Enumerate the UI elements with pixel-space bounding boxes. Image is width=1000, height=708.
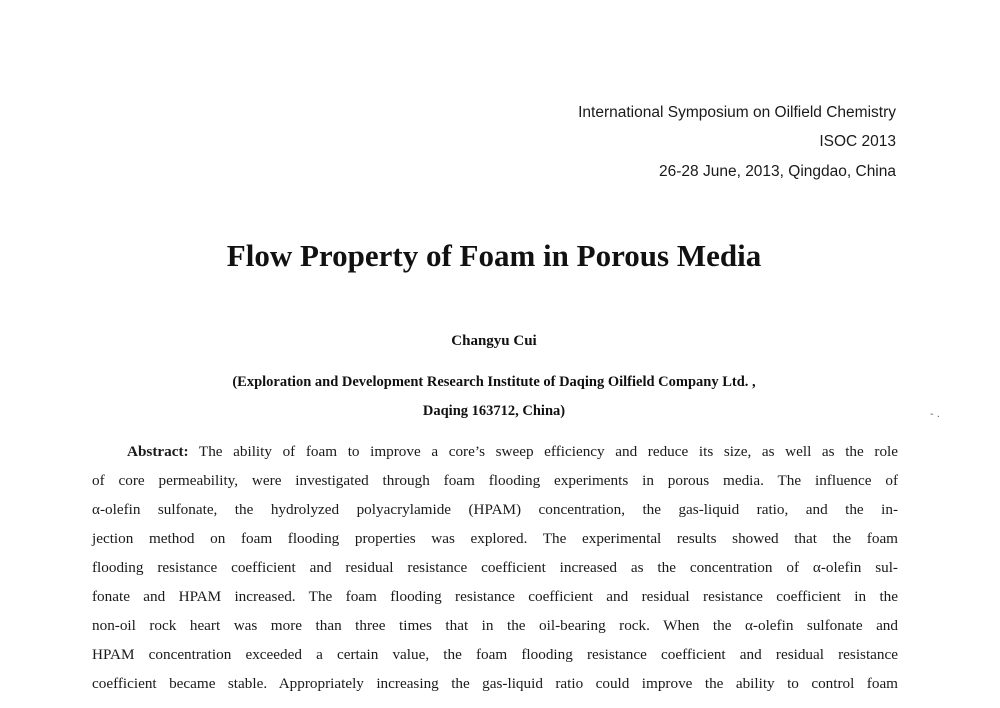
abstract-label: Abstract: <box>127 443 189 460</box>
abstract-line <box>127 442 898 462</box>
affiliation-line-1: (Exploration and Development Research Institute of Daqing Oilfield Company Ltd. , <box>232 374 756 390</box>
author-name: Changyu Cui <box>451 333 537 349</box>
conference-acronym: ISOC 2013 <box>819 133 896 150</box>
conference-date-location: 26-28 June, 2013, Qingdao, China <box>659 163 896 180</box>
abstract-line: fonate and HPAM increased. The foam flooding resistance coefficient and residual resistance coefficient in the <box>92 588 898 605</box>
abstract-line: jection method on foam flooding properties was explored. The experimental results showed that the foam <box>92 530 898 547</box>
abstract-line: flooding resistance coefficient and residual resistance coefficient increased as the concentration of α-olefin sul- <box>92 559 898 576</box>
abstract-line: of core permeability, were investigated through foam flooding experiments in porous media. The influence of <box>92 472 898 489</box>
affiliation-line-2: Daqing 163712, China) <box>422 403 566 419</box>
abstract-line: non-oil rock heart was more than three times that in the oil-bearing rock. When the α-olefin sulfonate and <box>92 617 898 634</box>
abstract-line: HPAM concentration exceeded a certain value, the foam flooding resistance coefficient and residual resistance <box>92 646 898 663</box>
abstract-line-text: The ability of foam to improve a core’s sweep efficiency and reduce its size, as well as the role <box>188 443 898 460</box>
abstract-line: α-olefin sulfonate, the hydrolyzed polyacrylamide (HPAM) concentration, the gas-liquid ratio, and the in- <box>92 501 898 518</box>
abstract-line: coefficient became stable. Appropriately increasing the gas-liquid ratio could improve the ability to control foam <box>92 675 898 692</box>
paper-title: Flow Property of Foam in Porous Media <box>226 238 762 273</box>
conference-name: International Symposium on Oilfield Chemistry <box>578 104 896 121</box>
scan-artifact: - . <box>930 409 940 420</box>
